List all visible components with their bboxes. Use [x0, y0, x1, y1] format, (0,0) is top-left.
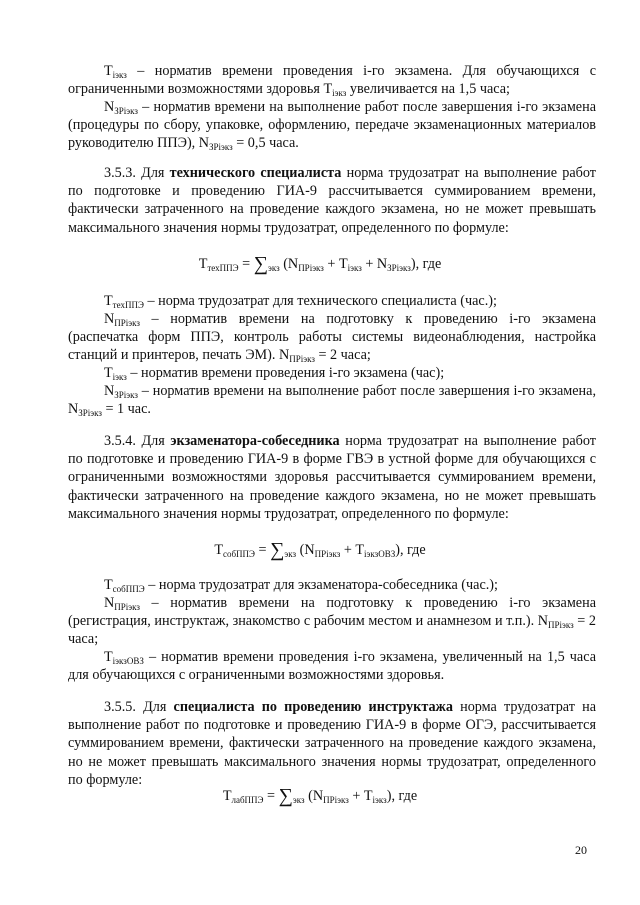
definition-t-iexam-tech: $T_{iэкз}$ – норматив времени проведения i-го экзамена (час);: [104, 365, 445, 382]
page-number: 20: [575, 843, 587, 857]
formula-examiner-interlocutor: $T_{собППЭ} = \sum_{экз}$ $(N_{ПРiэкз} + T_{iэкзОВЗ})$, где: [214, 539, 426, 561]
paragraph-t-iexam-definition: $T_{iэкз}$ – норматив времени проведения i-го экзамена. Для обучающихся с ограниченными возможностями здоровья $T_{iэкз}$ увеличивается на 1,5 часа;: [68, 63, 596, 99]
definition-t-tech: $T_{техППЭ}$ – норма трудозатрат для технического специалиста (час.);: [104, 293, 497, 310]
section-3-5-4: 3.5.4. Для экзаменатора-собеседника норма трудозатрат на выполнение работ по подготовке и проведению ГИА-9 в форме ГВЭ в устной форме для обучающихся с ограниченными возможностями здоровья рассчитывается суммированием времени, фактически затраченного на проведение каждого экзамена, но не может превышать максимального значения нормы трудозатрат, определенного по формуле:: [68, 433, 596, 522]
formula-instruction-specialist: $T_{лабППЭ} = \sum_{экз}$ $(N_{ПРiэкз} + T_{iэкз})$, где: [222, 785, 418, 807]
formula-tech-specialist: $T_{техППЭ} = \sum_{экз}$ $(N_{ПРiэкз} + T_{iэкз} + N_{ЗРiэкз})$, где: [198, 253, 442, 275]
definition-n-pr-sob: $N_{ПРiэкз}$ – норматив времени на подготовку к проведению i-го экзамена (регистрация, инструктаж, знакомство с рабочим местом и анамнезом и т.п.). $N_{ПРiэкз} = 2$ часа;: [68, 595, 596, 648]
definition-n-pr-tech: $N_{ПРiэкз}$ – норматив времени на подготовку к проведению i-го экзамена (распечатка форм ППЭ, контроль работы системы видеонаблюдения, настройка станций и принтеров, печать ЭМ). $N_{ПРiэкз} = 2$ часа;: [68, 311, 596, 365]
section-3-5-3: 3.5.3. Для технического специалиста норма трудозатрат на выполнение работ по подготовке и проведению ГИА-9 рассчитывается суммированием времени, фактически затраченного на проведение каждого экзамена, но не может превышать максимального значения нормы трудозатрат, определенного по формуле:: [68, 165, 596, 236]
paragraph-n-zr-definition: $N_{ЗРiэкз}$ – норматив времени на выполнение работ после завершения i-го экзамена (процедуры по сбору, упаковке, оформлению, передаче экзаменационных материалов руководителю ППЭ), $N_{ЗРiэкз} = 0,5$ часа.: [68, 99, 596, 153]
section-3-5-5: 3.5.5. Для специалиста по проведению инструктажа норма трудозатрат на выполнение работ по подготовке и проведению ГИА-9 в форме ОГЭ, рассчитывается суммированием времени, фактически затраченного на проведение каждого экзамена, но не может превышать максимального значения нормы трудозатрат, определенного по формуле:: [68, 699, 596, 788]
definition-t-iexam-ovz: $T_{iэкзОВЗ}$ – норматив времени проведения i-го экзамена, увеличенный на 1,5 часа для обучающихся с ограниченными возможностями здоровья.: [68, 649, 596, 684]
definition-t-sob: $T_{собППЭ}$ – норма трудозатрат для экзаменатора-собеседника (час.);: [104, 577, 498, 594]
definition-n-zr-tech: $N_{ЗРiэкз}$ – норматив времени на выполнение работ после завершения i-го экзамена, $N_{ЗРiэкз} = 1$ час.: [68, 383, 596, 419]
